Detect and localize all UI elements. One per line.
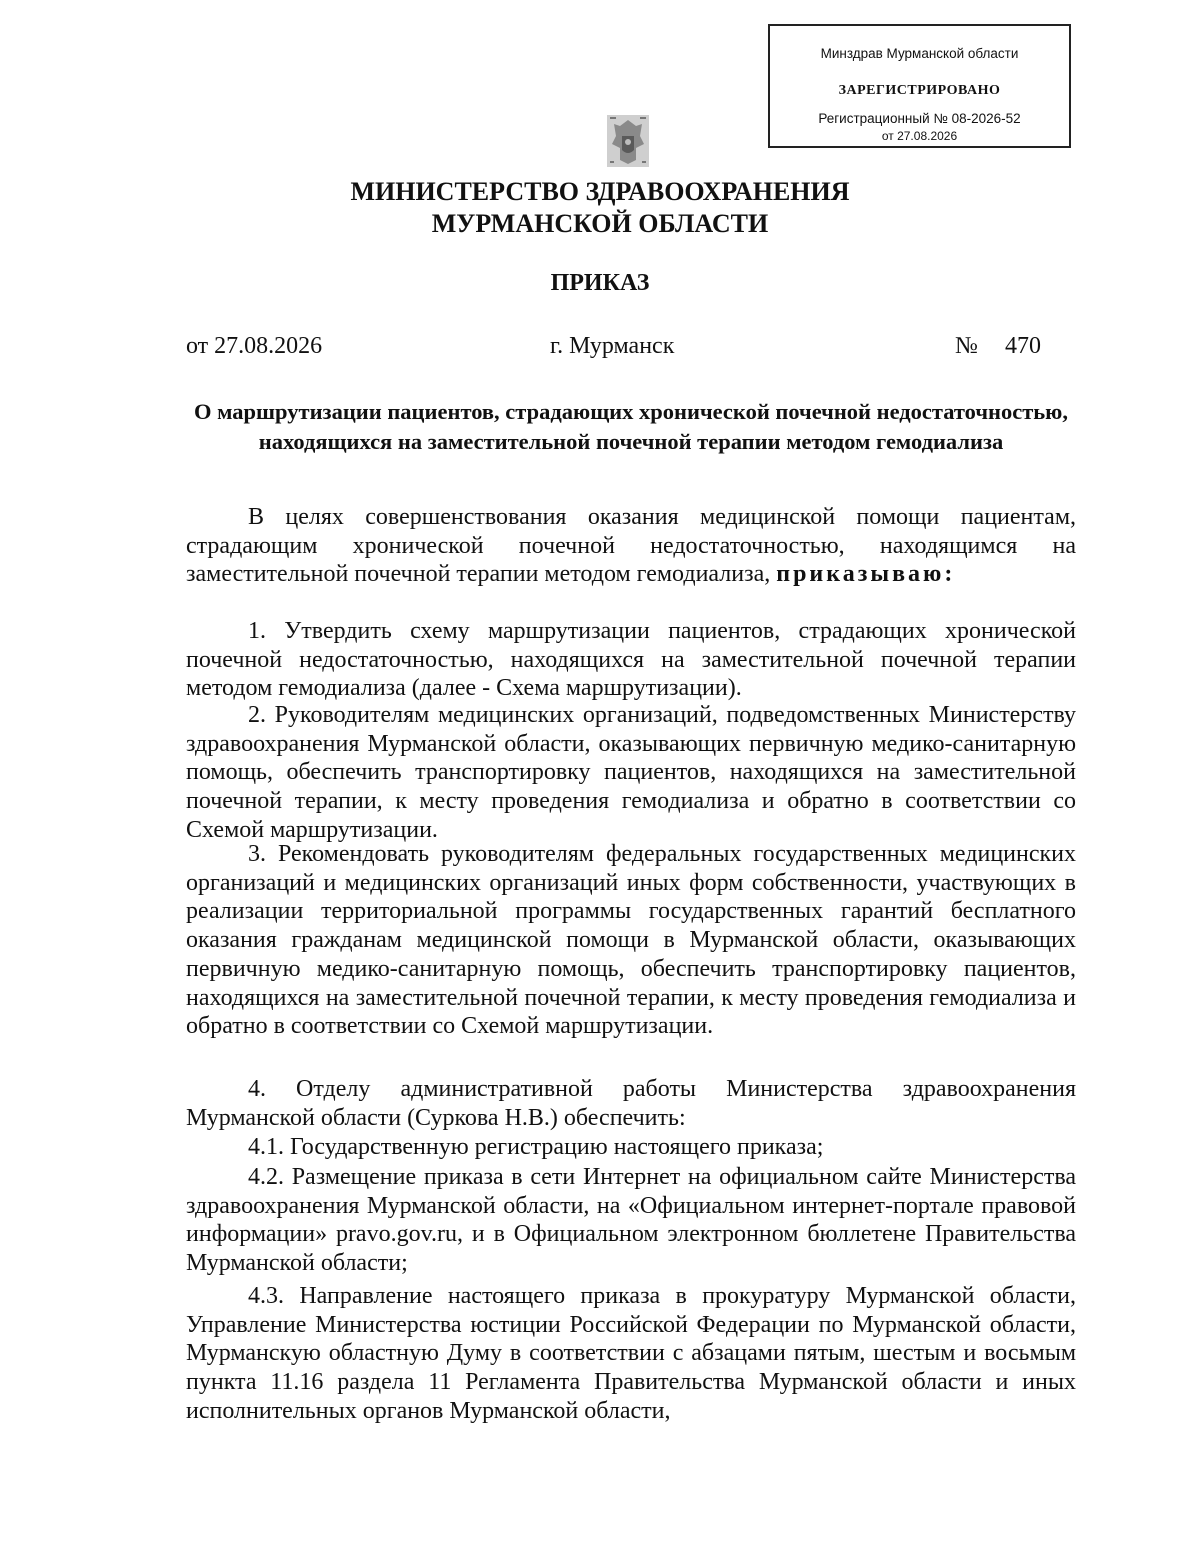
coat-of-arms-emblem-icon [606,114,650,168]
order-city: г. Мурманск [550,333,675,359]
item-3-text: 3. Рекомендовать руководителям федеральных государственных медицинских организаций и медицинских организаций иных форм собственности, участвующих в реализации территориальной программы государственных гарантий бесплатного оказания гражданам медицинской помощи в Мурманской области, оказывающих первичную медико-санитарную помощь, обеспечить транспортировку пациентов, находящихся на заместительной почечной терапии, к месту проведения гемодиализа и обратно в соответствии со Схемой маршрутизации. [186,841,1076,1040]
order-number: 470 [1005,333,1041,359]
item-4-2-text: 4.2. Размещение приказа в сети Интернет на официальном сайте Министерства здравоохранения Мурманской области, на «Официальном интернет-портале правовой информации» pravo.gov.ru, и в Официальном электронном бюллетене Правительства Мурманской области; [186,1164,1076,1277]
preamble-command: приказываю: [776,561,956,588]
item-2 [186,701,1076,845]
item-1-text: 1. Утвердить схему маршрутизации пациентов, страдающих хронической почечной недостаточностью, находящихся на заместительной почечной терапии методом гемодиализа (далее - Схема маршрутизации). [186,618,1076,702]
item-4-3 [186,1282,1076,1426]
preamble-text: В целях совершенствования оказания медицинской помощи пациентам, страдающим хронической почечной недостаточностью, находящимся на заместительной почечной терапии методом гемодиализа, [186,504,1076,588]
item-4-3-text: 4.3. Направление настоящего приказа в прокуратуру Мурманской области, Управление Министерства юстиции Российской Федерации по Мурманской области, Мурманскую областную Думу в соответствии с абзацами пятым, шестым и восьмым пункта 11.16 раздела 11 Регламента Правительства Мурманской области и иных исполнительных органов Мурманской области, [186,1283,1076,1424]
item-1 [186,617,1076,703]
item-4-text: 4. Отделу административной работы Министерства здравоохранения Мурманской области (Суркова Н.В.) обеспечить: [186,1076,1076,1131]
order-date: от 27.08.2026 [186,333,323,359]
document-type: ПРИКАЗ [550,270,650,296]
stamp-reg-number: Регистрационный № 08-2026-52 [818,111,1021,126]
stamp-registered: ЗАРЕГИСТРИРОВАНО [838,83,1001,98]
order-number-sign: № [955,333,978,359]
item-3 [186,840,1076,1041]
ministry-name-line1: МИНИСТЕРСТВО ЗДРАВООХРАНЕНИЯ [350,177,850,206]
item-4-1-text: 4.1. Государственную регистрацию настоящего приказа; [248,1134,824,1160]
stamp-reg-date: от 27.08.2026 [881,129,958,143]
stamp-org: Минздрав Мурманской области [820,46,1019,61]
ministry-name-line2: МУРМАНСКОЙ ОБЛАСТИ [431,209,769,238]
order-title: О маршрутизации пациентов, страдающих хронической почечной недостаточностью, находящихся на заместительной почечной терапии методом гемодиализа [194,399,1068,454]
item-4-1 [186,1133,1076,1162]
item-2-text: 2. Руководителям медицинских организаций, подведомственных Министерству здравоохранения Мурманской области, оказывающих первичную медико-санитарную помощь, обеспечить транспортировку пациентов, находящихся на заместительной почечной терапии, к месту проведения гемодиализа и обратно в соответствии со Схемой маршрутизации. [186,702,1076,843]
item-4 [186,1075,1076,1132]
item-4-2 [186,1163,1076,1278]
registration-stamp [768,24,1071,148]
preamble-paragraph [186,503,1076,589]
